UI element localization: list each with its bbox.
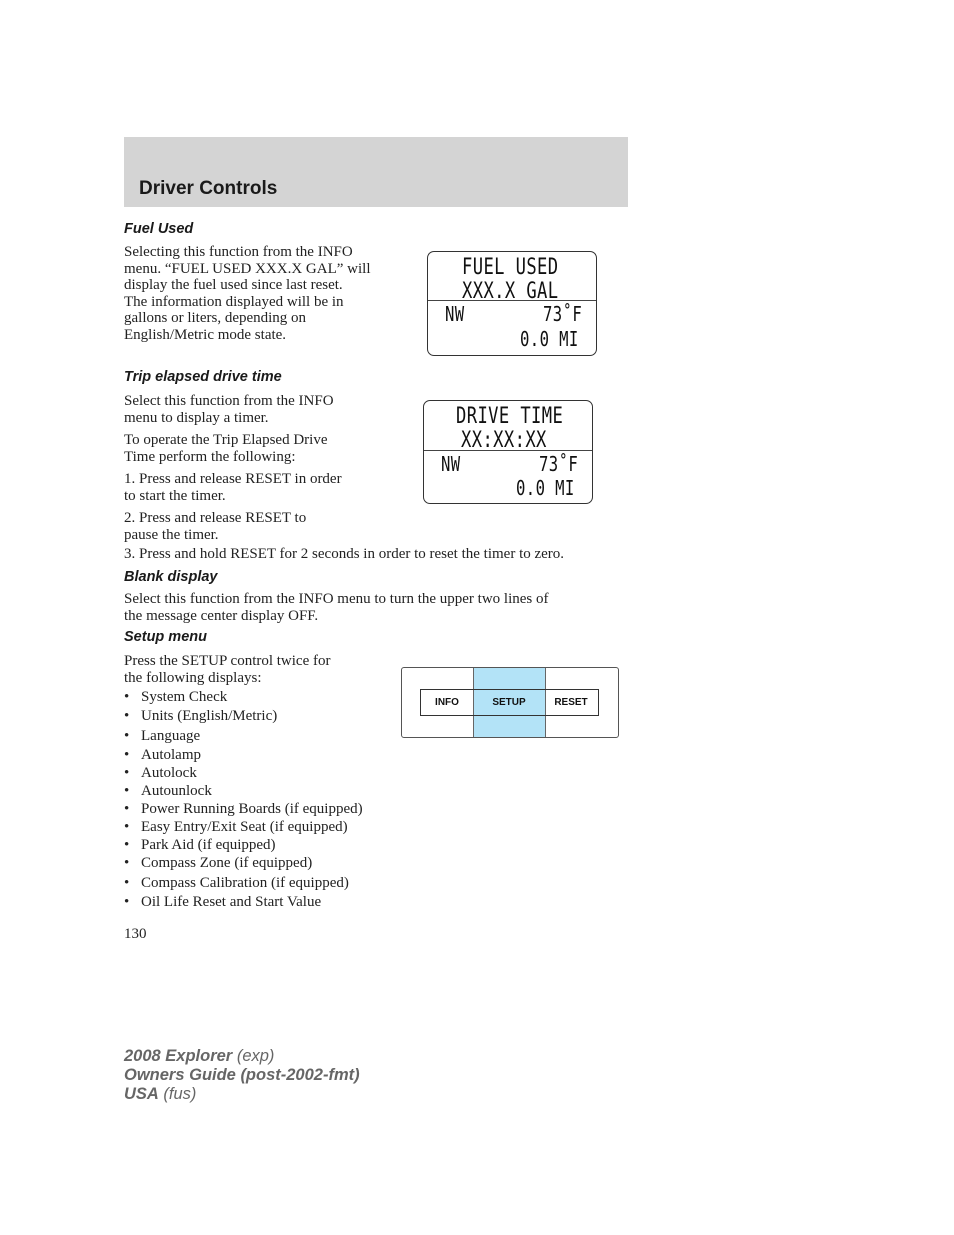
compass-readout: NW — [441, 452, 461, 476]
trip-time-step-1: 1. Press and release RESET in order to start the timer. — [124, 471, 342, 504]
trip-time-step-2: 2. Press and release RESET to pause the timer. — [124, 510, 307, 543]
blank-display-heading: Blank display — [124, 569, 218, 585]
trip-time-heading: Trip elapsed drive time — [124, 369, 282, 385]
trip-time-step-3: 3. Press and hold RESET for 2 seconds in order to reset the timer to zero. — [124, 546, 565, 562]
page-title: Driver Controls — [139, 178, 278, 199]
info-button: INFO — [435, 697, 459, 708]
setup-button: SETUP — [492, 697, 526, 708]
odometer-readout: 0.0 MI — [520, 327, 579, 351]
compass-readout: NW — [445, 302, 465, 326]
control-panel-illustration — [401, 667, 619, 738]
fuel-used-text: Selecting this function from the INFO menu. “FUEL USED XXX.X GAL” will display the fuel used since last reset. The information displayed will be in gallons or liters, depending on English/Metric mode state. — [124, 244, 371, 343]
setup-menu-heading: Setup menu — [124, 629, 207, 645]
footer: 2008 Explorer (exp) Owners Guide (post-2002-fmt) USA (fus) — [124, 1047, 360, 1103]
drive-time-display — [423, 400, 593, 504]
display-line-2: XX:XX:XX — [461, 428, 547, 453]
odometer-readout: 0.0 MI — [516, 476, 575, 500]
page-number: 130 — [124, 926, 147, 942]
fuel-used-display — [427, 251, 597, 356]
display-line-2: XXX.X GAL — [462, 279, 559, 304]
display-line-1: DRIVE TIME — [456, 404, 564, 429]
temperature-readout: 73˚F — [543, 302, 583, 326]
reset-button: RESET — [554, 697, 588, 708]
temperature-readout: 73˚F — [539, 452, 579, 476]
display-line-1: FUEL USED — [462, 255, 559, 280]
trip-time-paragraph-2: To operate the Trip Elapsed Drive Time perform the following: — [124, 432, 328, 465]
blank-display-text: Select this function from the INFO menu to turn the upper two lines of the message center display OFF. — [124, 591, 549, 624]
trip-time-paragraph-1: Select this function from the INFO menu to display a timer. — [124, 393, 334, 426]
fuel-used-heading: Fuel Used — [124, 221, 194, 237]
setup-menu-intro: Press the SETUP control twice for the following displays: — [124, 653, 331, 686]
